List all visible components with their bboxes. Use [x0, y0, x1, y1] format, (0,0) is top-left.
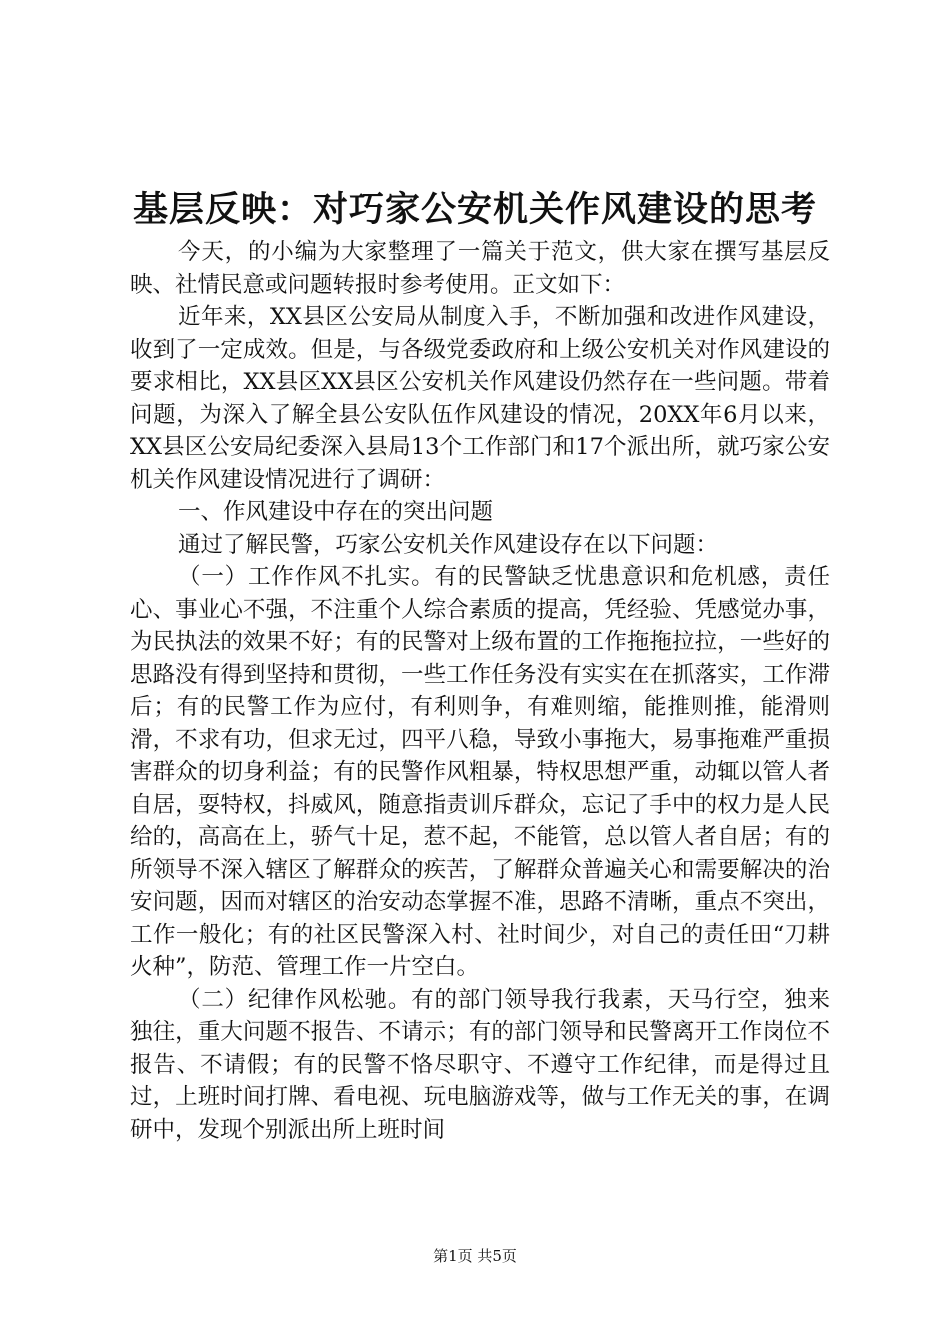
paragraph-background: 近年来，XX县区公安局从制度入手，不断加强和改进作风建设，收到了一定成效。但是，与各级党委政府和上级公安机关对作风建设的要求相比，XX县区XX县区公安机关作风建设仍然存在一些问题。带着问题，为深入了解全县公安队伍作风建设的情况，20XX年6月以来，XX县区公安局纪委深入县局13个工作部门和17个派出所，就巧家公安机关作风建设情况进行了调研：: [130, 304, 830, 493]
page-number: 第1页 共5页: [433, 1247, 517, 1265]
paragraph-item-1: （一）工作作风不扎实。有的民警缺乏忧患意识和危机感，责任心、事业心不强，不注重个人综合素质的提高，凭经验、凭感觉办事，为民执法的效果不好；有的民警对上级布置的工作拖拖拉拉，一些好的思路没有得到坚持和贯彻，一些工作任务没有实实在在抓落实，工作滞后；有的民警工作为应付，有利则争，有难则缩，能推则推，能滑则滑，不求有功，但求无过，四平八稳，导致小事拖大，易事拖难严重损害群众的切身利益；有的民警作风粗暴，特权思想严重，动辄以管人者自居，耍特权，抖威风，随意指责训斥群众，忘记了手中的权力是人民给的，高高在上，骄气十足，惹不起，不能管，总以管人者自居；有的所领导不深入辖区了解群众的疾苦，了解群众普遍关心和需要解决的治安问题，因而对辖区的治安动态掌握不准，思路不清晰，重点不突出，工作一般化；有的社区民警深入村、社时间少，对自己的责任田“刀耕火种”，防范、管理工作一片空白。: [130, 564, 830, 980]
paragraph-item-2: （二）纪律作风松驰。有的部门领导我行我素，天马行空，独来独往，重大问题不报告、不请示；有的部门领导和民警离开工作岗位不报告、不请假；有的民警不恪尽职守、不遵守工作纪律，而是得过且过，上班时间打牌、看电视、玩电脑游戏等，做与工作无关的事，在调研中，发现个别派出所上班时间: [130, 986, 830, 1143]
document-title: 基层反映：对巧家公安机关作风建设的思考: [132, 189, 817, 230]
section-heading: 一、作风建设中存在的突出问题: [178, 499, 494, 525]
paragraph-intro: 今天，的小编为大家整理了一篇关于范文，供大家在撰写基层反映、社情民意或问题转报时参考使用。正文如下：: [130, 239, 830, 298]
paragraph-summary: 通过了解民警，巧家公安机关作风建设存在以下问题：: [178, 531, 719, 558]
document-body: [130, 236, 830, 1146]
